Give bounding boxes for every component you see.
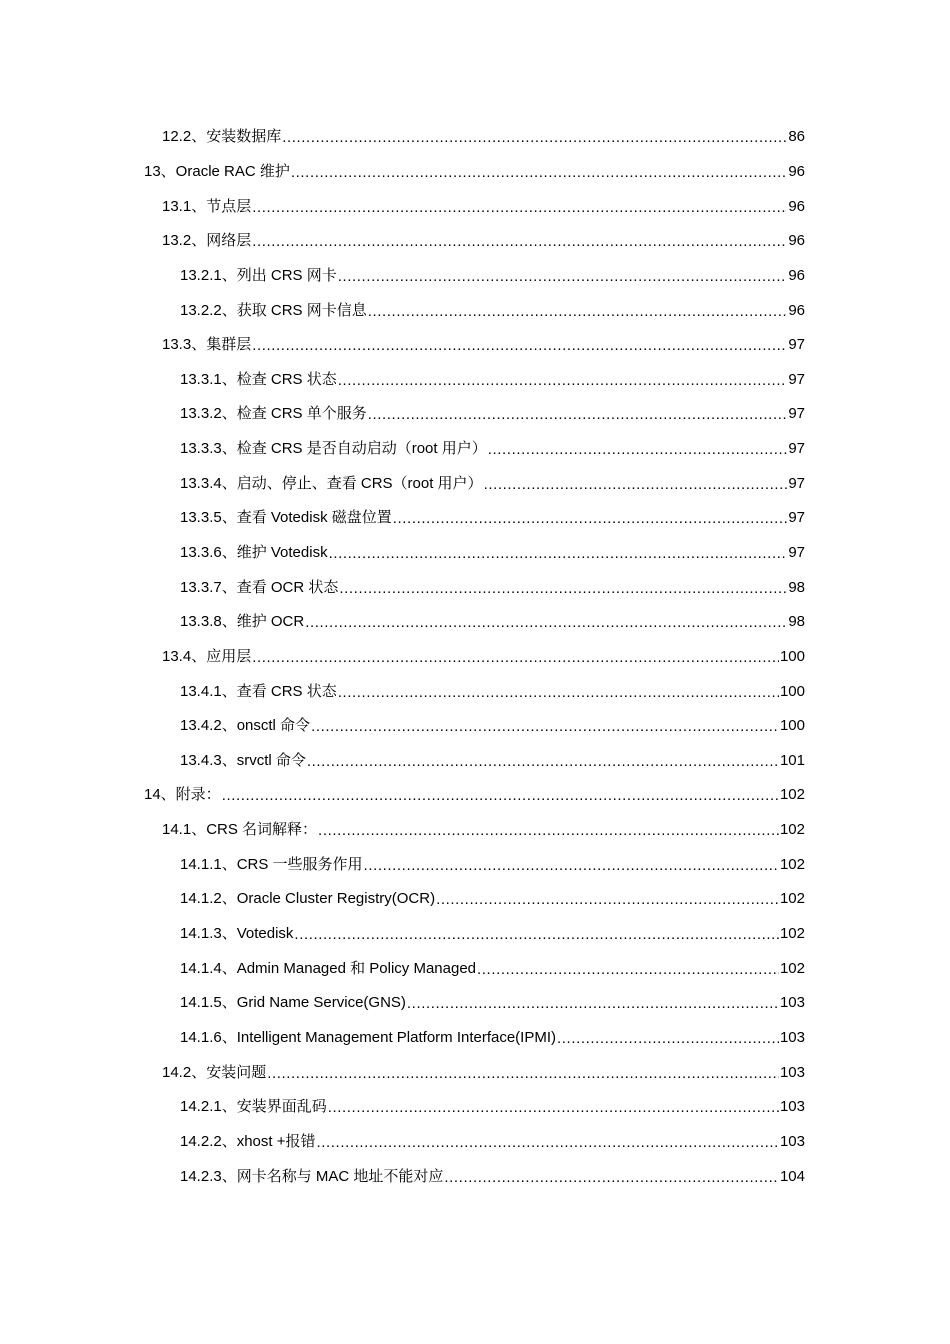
toc-entry-title: 13.3.4、启动、停止、查看 CRS（root 用户）	[180, 474, 483, 492]
toc-entry[interactable]	[0, 986, 950, 1021]
toc-entry-title: 13.2.1、列出 CRS 网卡	[180, 266, 337, 284]
toc-entry[interactable]	[0, 120, 950, 155]
toc-entry[interactable]	[0, 882, 950, 917]
toc-entry-title: 14.2.2、xhost +报错	[180, 1132, 316, 1150]
toc-entry[interactable]	[0, 432, 950, 467]
toc-page-number: 103	[779, 1028, 805, 1046]
toc-entry-title: 14.2.1、安装界面乱码	[180, 1098, 327, 1116]
toc-entry-title: 13.2.2、获取 CRS 网卡信息	[180, 301, 367, 319]
toc-page-number: 86	[788, 128, 805, 146]
toc-entry[interactable]	[0, 847, 950, 882]
toc-page-number: 102	[779, 959, 805, 977]
toc-entry[interactable]	[0, 259, 950, 294]
toc-page-number: 101	[779, 751, 805, 769]
toc-entry[interactable]	[0, 328, 950, 363]
toc-entry-title: 13.3.7、查看 OCR 状态	[180, 578, 339, 596]
toc-entry[interactable]	[0, 951, 950, 986]
toc-entry[interactable]	[0, 466, 950, 501]
toc-entry-title: 13、Oracle RAC 维护	[144, 162, 290, 180]
dot-leader	[291, 163, 787, 183]
dot-leader	[328, 1098, 779, 1118]
toc-page-number: 96	[788, 301, 805, 319]
dot-leader	[364, 856, 779, 876]
dot-leader	[368, 405, 788, 425]
toc-page-number: 103	[779, 994, 805, 1012]
toc-entry-title: 13.3.8、维护 OCR	[180, 613, 305, 631]
toc-entry[interactable]	[0, 605, 950, 640]
dot-leader	[368, 302, 788, 322]
dot-leader	[338, 267, 788, 287]
toc-entry[interactable]	[0, 536, 950, 571]
toc-entry-title: 13.3.2、检查 CRS 单个服务	[180, 405, 367, 423]
toc-entry-title: 14.1.4、Admin Managed 和 Policy Managed	[180, 959, 477, 977]
toc-entry-title: 14.1.3、Votedisk	[180, 925, 294, 943]
dot-leader	[557, 1029, 779, 1049]
toc-entry-title: 13.4.3、srvctl 命令	[180, 751, 306, 769]
toc-entry[interactable]	[0, 813, 950, 848]
toc-entry-title: 14、附录：	[144, 786, 221, 804]
toc-entry-title: 14.1、CRS 名词解释：	[162, 821, 318, 839]
toc-page-number: 102	[779, 925, 805, 943]
toc-entry-title: 13.3.6、维护 Votedisk	[180, 544, 328, 561]
dot-leader	[294, 925, 779, 945]
toc-entry[interactable]	[0, 1055, 950, 1090]
dot-leader	[252, 232, 787, 252]
dot-leader	[444, 1168, 779, 1188]
toc-entry[interactable]	[0, 917, 950, 952]
toc-entry-title: 14.1.1、CRS 一些服务作用	[180, 855, 363, 873]
toc-page-number: 97	[788, 405, 805, 423]
toc-entry[interactable]	[0, 397, 950, 432]
toc-page-number: 96	[788, 266, 805, 284]
dot-leader	[316, 1133, 778, 1153]
dot-leader	[393, 509, 788, 529]
dot-leader	[252, 648, 779, 668]
toc-entry-title: 13.4.1、查看 CRS 状态	[180, 682, 337, 700]
toc-entry-title: 13.4、应用层	[162, 647, 252, 665]
dot-leader	[307, 752, 779, 772]
toc-entry-title: 13.3.5、查看 Votedisk 磁盘位置	[180, 509, 392, 527]
dot-leader	[252, 336, 787, 356]
toc-entry[interactable]	[0, 293, 950, 328]
toc-page-number: 102	[779, 821, 805, 839]
dot-leader	[267, 1064, 779, 1084]
toc-entry-title: 13.1、节点层	[162, 197, 252, 215]
dot-leader	[338, 683, 779, 703]
toc-entry[interactable]	[0, 1090, 950, 1125]
toc-entry-title: 13.4.2、onsctl 命令	[180, 717, 311, 735]
toc-entry[interactable]	[0, 155, 950, 190]
toc-entry-title: 14.1.6、Intelligent Management Platform Interface(IPMI)	[180, 1028, 557, 1046]
toc-page-number: 102	[779, 855, 805, 873]
toc-page-number: 97	[788, 370, 805, 388]
dot-leader	[329, 544, 788, 564]
toc-entry[interactable]	[0, 224, 950, 259]
dot-leader	[436, 890, 779, 910]
toc-entry[interactable]	[0, 744, 950, 779]
dot-leader	[222, 786, 779, 806]
dot-leader	[339, 579, 787, 599]
toc-entry[interactable]	[0, 362, 950, 397]
toc-entry-title: 14.2、安装问题	[162, 1063, 267, 1081]
toc-entry[interactable]	[0, 570, 950, 605]
toc-entry[interactable]	[0, 189, 950, 224]
toc-page-number: 97	[788, 440, 805, 458]
toc-page-number: 97	[788, 336, 805, 354]
toc-entry[interactable]	[0, 1125, 950, 1160]
dot-leader	[477, 960, 779, 980]
toc-entry-title: 14.1.2、Oracle Cluster Registry(OCR)	[180, 890, 436, 908]
toc-page-number: 98	[788, 578, 805, 596]
toc-page-number: 97	[788, 544, 805, 561]
toc-page-number: 102	[779, 786, 805, 804]
toc-page-number: 96	[788, 162, 805, 180]
toc-page-number: 100	[779, 682, 805, 700]
dot-leader	[484, 475, 788, 495]
toc-entry[interactable]	[0, 501, 950, 536]
toc-entry[interactable]	[0, 778, 950, 813]
toc-page-number: 103	[779, 1132, 805, 1150]
toc-entry-title: 13.3、集群层	[162, 336, 252, 354]
toc-entry-title: 13.3.1、检查 CRS 状态	[180, 370, 337, 388]
toc-entry-title: 14.1.5、Grid Name Service(GNS)	[180, 994, 406, 1012]
toc-entry-title: 13.3.3、检查 CRS 是否自动启动（root 用户）	[180, 440, 487, 458]
dot-leader	[407, 994, 779, 1014]
toc-entry[interactable]	[0, 1159, 950, 1194]
toc-page-number: 96	[788, 232, 805, 250]
toc-page-number: 97	[788, 509, 805, 527]
toc-page-number: 103	[779, 1063, 805, 1081]
toc-page-number: 100	[779, 717, 805, 735]
dot-leader	[305, 613, 787, 633]
toc-entry[interactable]	[0, 709, 950, 744]
toc-entry[interactable]	[0, 640, 950, 675]
dot-leader	[252, 198, 787, 218]
toc-page-number: 103	[779, 1098, 805, 1116]
toc-page-number: 102	[779, 890, 805, 908]
toc-entry-title: 12.2、安装数据库	[162, 128, 282, 146]
toc-entry-title: 14.2.3、网卡名称与 MAC 地址不能对应	[180, 1167, 444, 1185]
table-of-contents	[0, 120, 950, 1194]
toc-entry[interactable]	[0, 1021, 950, 1056]
toc-page-number: 97	[788, 474, 805, 492]
toc-entry-title: 13.2、网络层	[162, 232, 252, 250]
dot-leader	[338, 371, 788, 391]
dot-leader	[488, 440, 788, 460]
toc-page-number: 98	[788, 613, 805, 631]
dot-leader	[282, 128, 787, 148]
toc-page-number: 100	[779, 647, 805, 665]
dot-leader	[318, 821, 779, 841]
toc-page-number: 104	[779, 1167, 805, 1185]
toc-page-number: 96	[788, 197, 805, 215]
dot-leader	[311, 717, 779, 737]
toc-entry[interactable]	[0, 674, 950, 709]
